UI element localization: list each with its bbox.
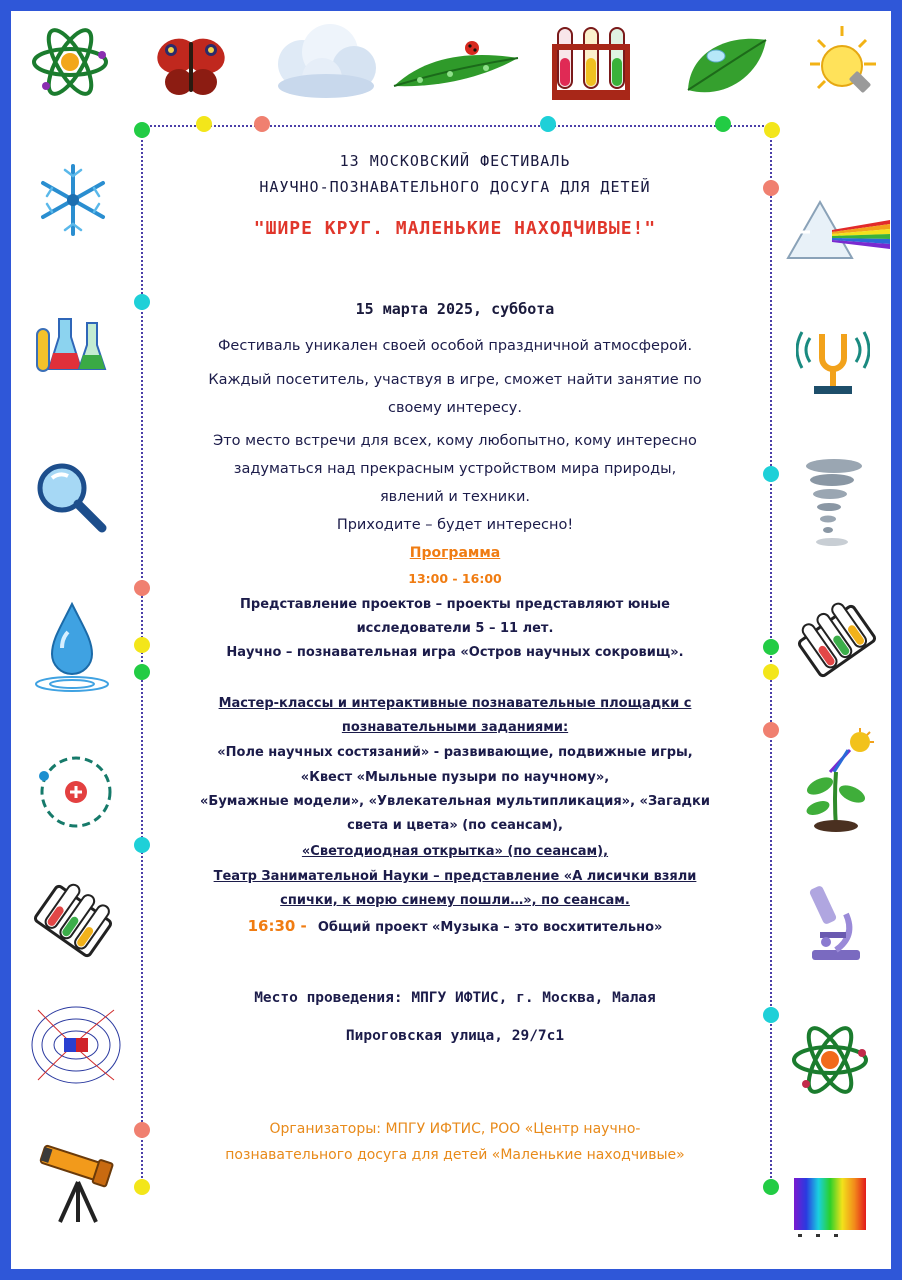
venue-line1: Место проведения: МПГУ ИФТИС, г. Москва, Малая (254, 990, 656, 1006)
lightbulb-icon (800, 22, 884, 106)
masterclasses-heading-line1: Мастер-классы и интерактивные познавательные площадки с (218, 696, 692, 711)
masterclass-item-3-line1: «Бумажные модели», «Увлекательная мультипликация», «Загадки (200, 794, 710, 809)
venue-line2: Пироговская улица, 29/7с1 (345, 1028, 565, 1044)
atom-icon (790, 1020, 870, 1100)
frame-dot (764, 122, 780, 138)
festival-slogan: "ШИРЕ КРУГ. МАЛЕНЬКИЕ НАХОДЧИВЫЕ!" (253, 218, 657, 239)
intro-paragraph-3-line1: Это место встречи для всех, кому любопытно, кому интересно (213, 433, 697, 449)
masterclass-item-2: «Квест «Мыльные пузыри по научному», (300, 770, 610, 785)
masterclass-item-5-line2: спички, к морю синему пошли…», по сеансам. (280, 893, 630, 908)
masterclass-item-1: «Поле научных состязаний» - развивающие, подвижные игры, (217, 745, 693, 760)
electron-orbit-icon (36, 752, 116, 832)
atom-icon (30, 22, 110, 102)
water-drop-icon (32, 600, 112, 694)
festival-subject-heading: НАУЧНО-ПОЗНАВАТЕЛЬНОГО ДОСУГА ДЛЯ ДЕТЕЙ (259, 178, 651, 196)
program-time-1: 13:00 - 16:00 (408, 571, 502, 586)
frame-dot (134, 294, 150, 310)
program-time-2: 16:30 - (247, 917, 307, 935)
snowflake-icon (35, 160, 111, 240)
organizers-line1: Организаторы: МПГУ ИФТИС, РОО «Центр научно- (269, 1121, 641, 1137)
flasks-icon (35, 315, 107, 375)
microscope-icon (802, 880, 868, 964)
test-tubes-icon (796, 600, 878, 682)
frame-dot (134, 837, 150, 853)
frame-dot (134, 1179, 150, 1195)
festival-number-heading: 13 МОСКОВСКИЙ ФЕСТИВАЛЬ (339, 152, 571, 170)
invitation-line: Приходите – будет интересно! (336, 517, 574, 533)
telescope-icon (36, 1138, 118, 1224)
dotted-frame-top (142, 125, 772, 127)
program-item-projects-line1: Представление проектов – проекты представляют юные (240, 597, 670, 612)
tuning-fork-icon (796, 320, 870, 398)
frame-dot (763, 639, 779, 655)
magnet-field-icon (28, 1000, 124, 1090)
frame-dot (196, 116, 212, 132)
frame-dot (134, 664, 150, 680)
dotted-frame-left (141, 128, 143, 1190)
tornado-icon (802, 456, 864, 548)
intro-paragraph-3-line2: задуматься над прекрасным устройством мира природы, (233, 461, 677, 477)
frame-dot (134, 122, 150, 138)
frame-dot (763, 722, 779, 738)
masterclasses-heading-line2: познавательными заданиями: (341, 720, 569, 735)
final-project: Общий проект «Музыка – это восхитительно» (317, 920, 663, 935)
prism-rainbow-icon (780, 196, 890, 268)
leaf-ladybug-icon (390, 32, 522, 90)
organizers-line2: познавательного досуга для детей «Маленькие находчивые» (225, 1147, 685, 1163)
program-title: Программа (409, 545, 501, 561)
frame-dot (254, 116, 270, 132)
butterfly-icon (155, 32, 227, 100)
masterclass-item-5-line1: Театр Занимательной Науки – представление «А лисички взяли (213, 869, 697, 884)
frame-dot (134, 580, 150, 596)
test-tubes-icon (32, 880, 114, 962)
intro-paragraph-1: Фестиваль уникален своей особой праздничной атмосферой. (217, 338, 693, 354)
program-item-projects-line2: исследователи 5 – 11 лет. (356, 621, 554, 636)
magnifier-icon (36, 462, 108, 534)
leaf-drop-icon (680, 30, 770, 102)
frame-dot (715, 116, 731, 132)
intro-paragraph-2-line2: своему интересу. (388, 400, 522, 416)
frame-dot (763, 180, 779, 196)
dotted-frame-right (770, 128, 772, 1190)
program-item-game: Научно – познавательная игра «Остров научных сокровищ». (226, 645, 684, 660)
frame-dot (134, 637, 150, 653)
masterclass-item-4: «Светодиодная открытка» (по сеансам), (301, 844, 609, 859)
intro-paragraph-3-line3: явлений и техники. (379, 489, 531, 505)
final-program-row (150, 916, 760, 939)
frame-dot (763, 466, 779, 482)
plant-sun-icon (800, 728, 876, 832)
frame-dot (763, 1007, 779, 1023)
frame-dot (540, 116, 556, 132)
spectrum-icon (792, 1176, 868, 1240)
masterclass-item-3-line2: света и цвета» (по сеансам), (347, 818, 563, 833)
event-date: 15 марта 2025, суббота (355, 300, 555, 318)
frame-dot (763, 1179, 779, 1195)
frame-dot (134, 1122, 150, 1138)
frame-dot (763, 664, 779, 680)
cloud-icon (268, 20, 380, 102)
intro-paragraph-2-line1: Каждый посетитель, участвуя в игре, сможет найти занятие по (208, 372, 702, 388)
test-tubes-rack-icon (550, 24, 632, 104)
